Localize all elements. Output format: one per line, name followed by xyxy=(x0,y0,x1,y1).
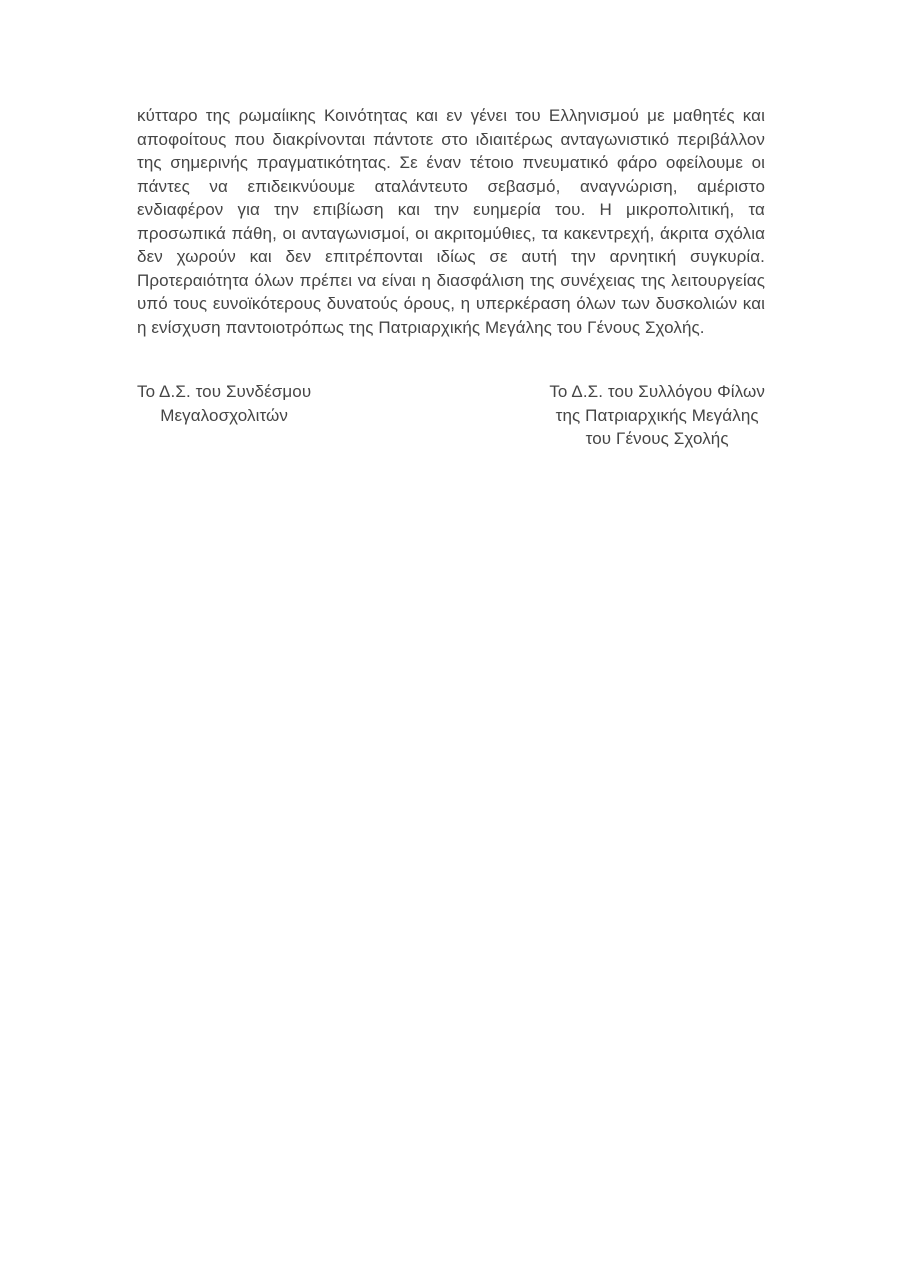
signature-right-line-1: Το Δ.Σ. του Συλλόγου Φίλων xyxy=(549,382,765,401)
signature-row xyxy=(137,380,765,451)
signature-right-line-3: του Γένους Σχολής xyxy=(585,429,729,448)
signature-right xyxy=(549,380,765,451)
signature-right-line-2: της Πατριαρχικής Μεγάλης xyxy=(555,405,759,425)
signature-left-line-1: Το Δ.Σ. του Συνδέσμου xyxy=(137,382,312,401)
body-paragraph: κύτταρο της ρωμαίικης Κοινότητας και εν γένει του Ελληνισμού με μαθητές και αποφοίτους που διακρίνονται πάντοτε στο ιδιαιτέρως ανταγωνιστικό περιβάλλον της σημερινής πραγματικότητας. Σε έναν τέτοιο πνευματικό φάρο οφείλουμε οι πάντες να επιδεικνύουμε αταλάντευτο σεβασμό, αναγνώριση, αμέριστο ενδιαφέρον για την επιβίωση και την ευημερία του. Η μικροπολιτική, τα προσωπικά πάθη, οι ανταγωνισμοί, οι ακριτομύθιες, τα κακεντρεχή, άκριτα σχόλια δεν χωρούν και δεν επιτρέπονται ιδίως σε αυτή την αρνητική συγκυρία. Προτεραιότητα όλων πρέπει να είναι η διασφάλιση της συνέχειας της λειτουργείας υπό τους ευνοϊκότερους δυνατούς όρους, η υπερκέραση όλων των δυσκολιών και η ενίσχυση παντοιοτρόπως της Πατριαρχικής Μεγάλης του Γένους Σχολής. xyxy=(137,106,765,337)
signature-left-line-2: Μεγαλοσχολιτών xyxy=(160,405,288,425)
signature-left xyxy=(137,380,311,427)
